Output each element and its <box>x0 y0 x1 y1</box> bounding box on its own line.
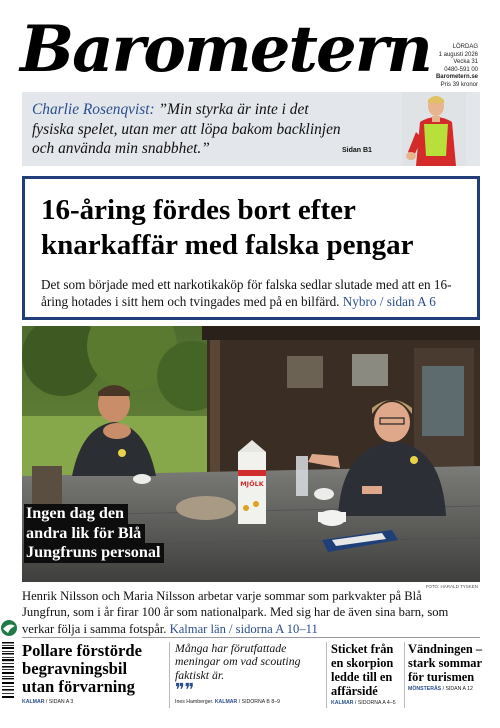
bottom-teaser-1-title: Pollare förstörde begravningsbil utan förvarning <box>22 641 142 697</box>
teaser-quote-text: ”Min styrka är inte i det fysiska spelet, utan mer att löpa bakom backlinjen och använda min snabbhet.” <box>32 101 341 157</box>
bottom-teaser-3[interactable] <box>331 642 403 706</box>
lead-headline: 16-åring fördes bort efter knarkaffär med falska pengar <box>41 194 414 261</box>
bottom-teaser-1-place: KALMAR <box>22 698 45 705</box>
edition-price: Pris 39 kronor <box>440 81 478 88</box>
column-divider <box>404 642 405 708</box>
lead-story[interactable] <box>22 176 480 320</box>
column-divider <box>326 642 327 708</box>
column-divider <box>169 642 170 708</box>
barcode-icon <box>2 640 14 700</box>
bottom-teaser-2-quote: Många har förutfattade meningar om vad scouting faktiskt är. <box>175 641 301 682</box>
edition-phone: 0480-591 00 <box>444 66 478 73</box>
bottom-teaser-3-title: Sticket från en skorpion ledde till en affärsidé <box>331 642 394 698</box>
edition-website: Barometern.se <box>435 74 478 81</box>
teaser-quote <box>32 100 342 159</box>
teaser-name: Charlie Rosenqvist: <box>32 101 155 118</box>
bottom-teaser-2-page: SIDORNA B 8–9 <box>241 699 280 706</box>
bottom-teaser-2[interactable] <box>175 642 320 705</box>
masthead <box>0 0 500 92</box>
bottom-teaser-1-meta: KALMAR / SIDAN A 3 <box>22 698 74 705</box>
quote-mark-icon: ❞❞ <box>175 680 195 702</box>
newspaper-logo[interactable]: Barometern <box>20 12 431 87</box>
main-photo[interactable] <box>22 326 480 582</box>
photo-story-text <box>22 588 452 637</box>
photo-caption-line-1: Ingen dag den <box>24 504 128 524</box>
milk-carton-label: MJÖLK <box>240 480 264 488</box>
lead-page-ref[interactable]: Nybro / sidan A 6 <box>342 294 436 309</box>
bottom-teaser-2-person: Ines Hamberger. <box>175 699 214 706</box>
bottom-teaser-1[interactable] <box>22 642 162 705</box>
photo-caption <box>24 504 164 563</box>
bottom-teaser-3-page: SIDORNA A 4–5 <box>357 700 396 706</box>
bottom-teaser-4-page: SIDAN A 12 <box>445 686 473 692</box>
bottom-teaser-2-place: KALMAR <box>214 699 238 706</box>
bottom-teaser-1-page: SIDAN A 3 <box>48 698 74 705</box>
edition-week: Vecka 31 <box>453 59 478 66</box>
bottom-divider <box>22 637 480 638</box>
edition-day: LÖRDAG <box>452 44 478 50</box>
bottom-teaser-3-meta: KALMAR / SIDORNA A 4–5 <box>331 700 396 706</box>
bottom-teaser-4-meta: MÖNSTERÅS / SIDAN A 12 <box>408 686 473 692</box>
football-player-image <box>402 92 466 166</box>
bottom-teaser-4-place: MÖNSTERÅS <box>408 686 442 692</box>
edition-info <box>408 44 478 90</box>
bottom-teaser-4[interactable] <box>408 642 484 692</box>
bottom-teaser-3-place: KALMAR <box>331 700 354 706</box>
photo-story-body: Henrik Nilsson och Maria Nilsson arbetar varje sommar som parkvakter på Blå Jungfrun, som i år firar 100 år som nationalpark. Med sig har de även sina barn, som verkar följa i samma fotspår. <box>22 589 449 636</box>
bottom-teaser-4-title: Vändningen – stark sommar för turismen <box>408 642 483 684</box>
lead-body <box>41 276 471 310</box>
photo-credit: FOTO: HARALD TYSKEN <box>425 584 478 589</box>
edition-date: 1 augusti 2026 <box>438 51 478 58</box>
lead-body-text: Det som började med ett narkotikaköp för falska sedlar slutade med att en 16-åring hotades i sitt hem och tvingades med på en bilfärd. <box>41 277 452 309</box>
teaser-page-ref: Sidan B1 <box>342 147 372 154</box>
photo-caption-line-2: andra lik för Blå <box>24 524 145 544</box>
photo-story-page-ref[interactable]: Kalmar län / sidorna A 10–11 <box>169 621 318 636</box>
bottom-teaser-2-meta: Ines Hamberger. KALMAR / SIDORNA B 8–9 <box>175 699 280 706</box>
photo-caption-line-3: Jungfruns personal <box>24 543 164 563</box>
top-teaser[interactable] <box>22 92 480 166</box>
